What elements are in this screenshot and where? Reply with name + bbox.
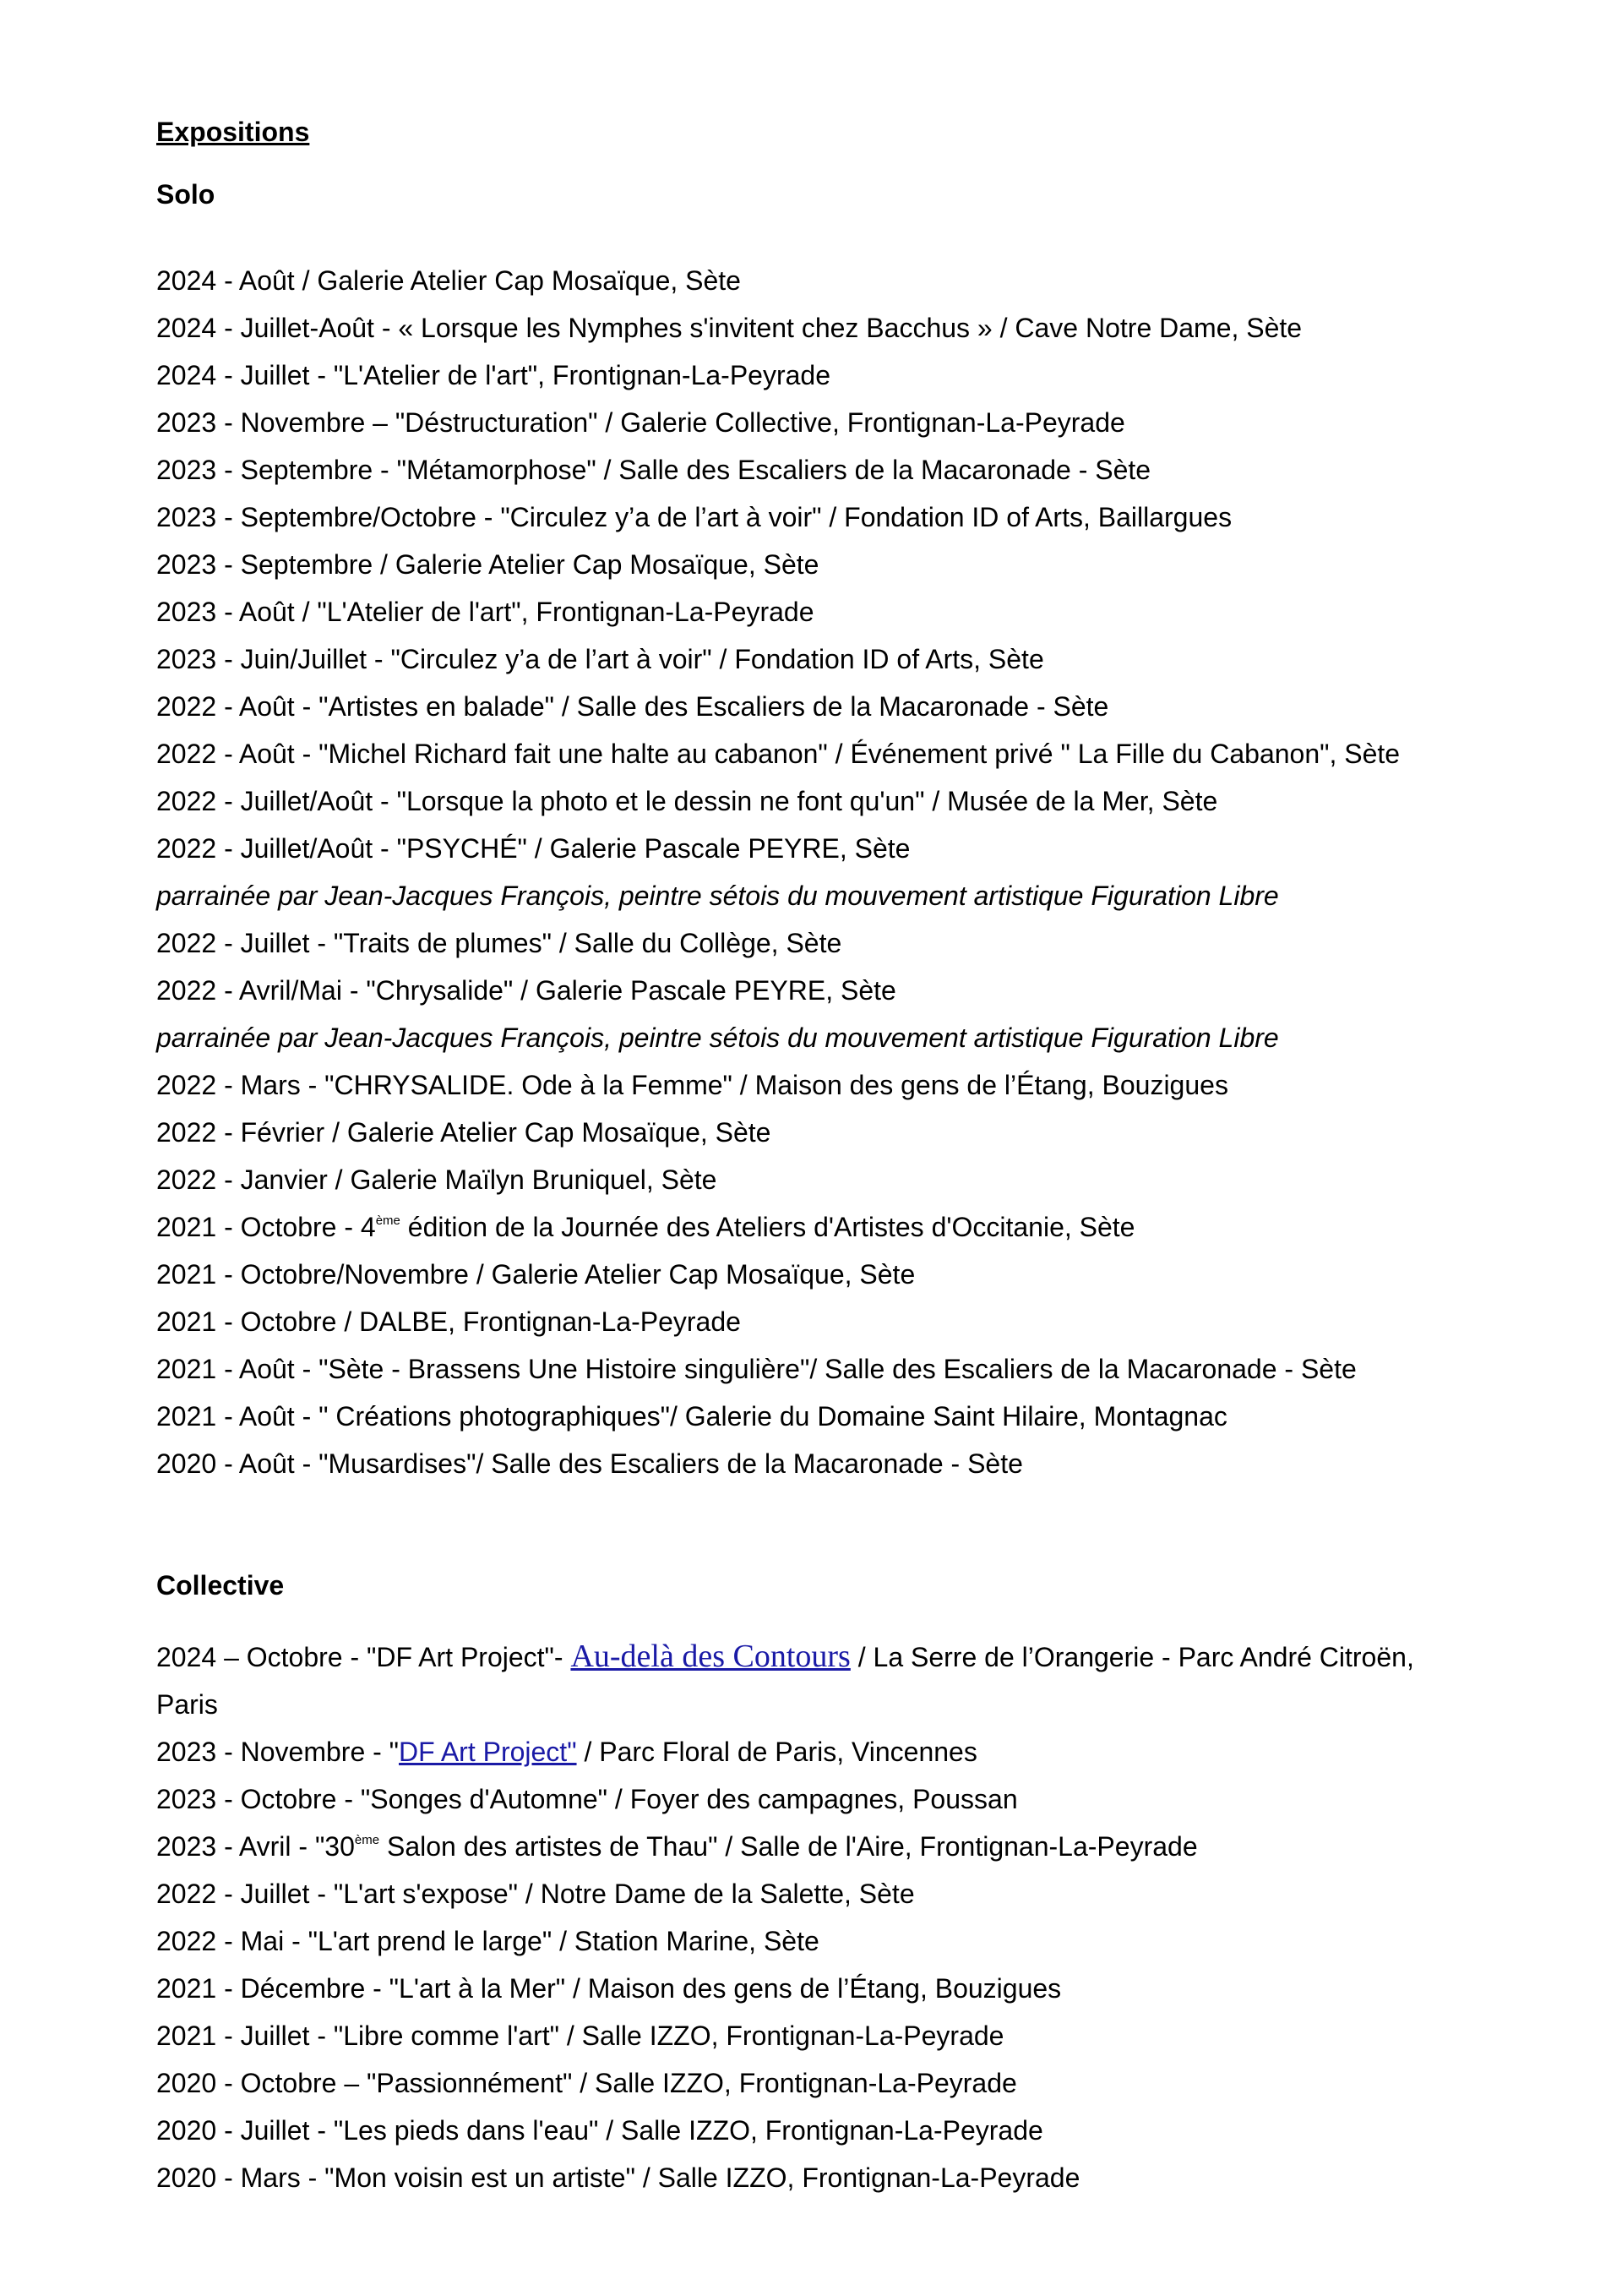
collective-entry: 2022 - Mai - "L'art prend le large" / Station Marine, Sète — [156, 1926, 819, 1956]
solo-entry: 2022 - Janvier / Galerie Maïlyn Bruniquel, Sète — [156, 1164, 717, 1195]
salon-superscript: ème — [354, 1833, 380, 1847]
collective-entry: 2020 - Octobre – "Passionnément" / Salle IZZO, Frontignan-La-Peyrade — [156, 2068, 1017, 2098]
journee-text-after: édition de la Journée des Ateliers d'Artistes d'Occitanie, Sète — [400, 1212, 1135, 1242]
solo-entry: 2021 - Août - " Créations photographiques"/ Galerie du Domaine Saint Hilaire, Montagnac — [156, 1401, 1227, 1432]
collective-list — [156, 1633, 1474, 2201]
solo-entry: 2024 - Juillet-Août - « Lorsque les Nymphes s'invitent chez Bacchus » / Cave Notre Dame, Sète — [156, 313, 1303, 343]
salon-text-after: Salon des artistes de Thau" / Salle de l'Aire, Frontignan-La-Peyrade — [379, 1831, 1198, 1862]
au-dela-des-contours-link[interactable]: Au-delà des Contours — [570, 1639, 851, 1674]
df-contours-text-before: 2024 – Octobre - "DF Art Project"- — [156, 1642, 571, 1672]
solo-entry: 2022 - Août - "Michel Richard fait une halte au cabanon" / Événement privé " La Fille du Cabanon", Sète — [156, 739, 1401, 769]
df-project-text-before: 2023 - Novembre - " — [156, 1737, 400, 1767]
collective-entry: 2021 - Juillet - "Libre comme l'art" / Salle IZZO, Frontignan-La-Peyrade — [156, 2021, 1004, 2051]
solo-entry: 2024 - Août / Galerie Atelier Cap Mosaïque, Sète — [156, 265, 741, 296]
solo-entry: 2023 - Septembre/Octobre - "Circulez y’a de l’art à voir" / Fondation ID of Arts, Baillargues — [156, 502, 1233, 532]
collective-entry: 2020 - Juillet - "Les pieds dans l'eau" / Salle IZZO, Frontignan-La-Peyrade — [156, 2115, 1043, 2146]
df-art-project-link[interactable]: DF Art Project" — [399, 1737, 577, 1767]
collective-entry-salon — [156, 1823, 1474, 1870]
solo-entry: 2023 - Juin/Juillet - "Circulez y’a de l’art à voir" / Fondation ID of Arts, Sète — [156, 644, 1044, 674]
collective-entry-df-contours — [156, 1633, 1474, 1728]
df-contours-text-after: / La Serre de l’Orangerie - Parc André Citroën, Paris — [156, 1642, 1414, 1720]
solo-entry: 2022 - Avril/Mai - "Chrysalide" / Galerie Pascale PEYRE, Sète — [156, 975, 896, 1006]
collective-entry: 2021 - Décembre - "L'art à la Mer" / Maison des gens de l’Étang, Bouzigues — [156, 1973, 1062, 2004]
solo-entry: 2022 - Juillet/Août - "PSYCHÉ" / Galerie Pascale PEYRE, Sète — [156, 833, 911, 864]
solo-entry: 2021 - Août - "Sète - Brassens Une Histoire singulière"/ Salle des Escaliers de la Macaronade - Sète — [156, 1354, 1357, 1384]
solo-entry: 2021 - Octobre/Novembre / Galerie Atelier Cap Mosaïque, Sète — [156, 1259, 916, 1290]
collective-entry: 2022 - Juillet - "L'art s'expose" / Notre Dame de la Salette, Sète — [156, 1879, 915, 1909]
journee-superscript: ème — [375, 1213, 400, 1228]
solo-entry: 2022 - Juillet/Août - "Lorsque la photo et le dessin ne font qu'un" / Musée de la Mer, Sète — [156, 786, 1218, 816]
solo-entry: 2023 - Septembre - "Métamorphose" / Salle des Escaliers de la Macaronade - Sète — [156, 455, 1151, 485]
solo-entry: 2022 - Février / Galerie Atelier Cap Mosaïque, Sète — [156, 1117, 771, 1148]
journee-text-before: 2021 - Octobre - 4 — [156, 1212, 376, 1242]
collective-entry: 2020 - Mars - "Mon voisin est un artiste" / Salle IZZO, Frontignan-La-Peyrade — [156, 2162, 1080, 2193]
document-content — [156, 115, 1474, 2201]
solo-entry: 2022 - Août - "Artistes en balade" / Salle des Escaliers de la Macaronade - Sète — [156, 691, 1109, 722]
salon-text-before: 2023 - Avril - "30 — [156, 1831, 355, 1862]
solo-entry: 2024 - Juillet - "L'Atelier de l'art", Frontignan-La-Peyrade — [156, 360, 830, 390]
solo-list — [156, 257, 1474, 1487]
sponsor-note: parrainée par Jean-Jacques François, peintre sétois du mouvement artistique Figuration Libre — [156, 881, 1279, 911]
solo-entry: 2022 - Mars - "CHRYSALIDE. Ode à la Femme" / Maison des gens de l’Étang, Bouzigues — [156, 1070, 1228, 1100]
sponsor-note: parrainée par Jean-Jacques François, peintre sétois du mouvement artistique Figuration Libre — [156, 1023, 1279, 1053]
solo-entry: 2023 - Septembre / Galerie Atelier Cap Mosaïque, Sète — [156, 549, 819, 580]
solo-entry: 2023 - Août / "L'Atelier de l'art", Frontignan-La-Peyrade — [156, 597, 814, 627]
collective-entry-df-art-project — [156, 1728, 1474, 1775]
solo-entry: 2023 - Novembre – "Déstructuration" / Galerie Collective, Frontignan-La-Peyrade — [156, 407, 1125, 438]
solo-entry-journee — [156, 1203, 1474, 1251]
expositions-heading: Expositions — [156, 117, 310, 147]
solo-entry: 2022 - Juillet - "Traits de plumes" / Salle du Collège, Sète — [156, 928, 842, 958]
solo-entry: 2021 - Octobre / DALBE, Frontignan-La-Peyrade — [156, 1306, 741, 1337]
collective-heading: Collective — [156, 1570, 285, 1601]
collective-entry: 2023 - Octobre - "Songes d'Automne" / Foyer des campagnes, Poussan — [156, 1784, 1018, 1814]
solo-entry: 2020 - Août - "Musardises"/ Salle des Escaliers de la Macaronade - Sète — [156, 1448, 1023, 1479]
df-project-text-after: / Parc Floral de Paris, Vincennes — [576, 1737, 977, 1767]
solo-heading: Solo — [156, 179, 215, 210]
